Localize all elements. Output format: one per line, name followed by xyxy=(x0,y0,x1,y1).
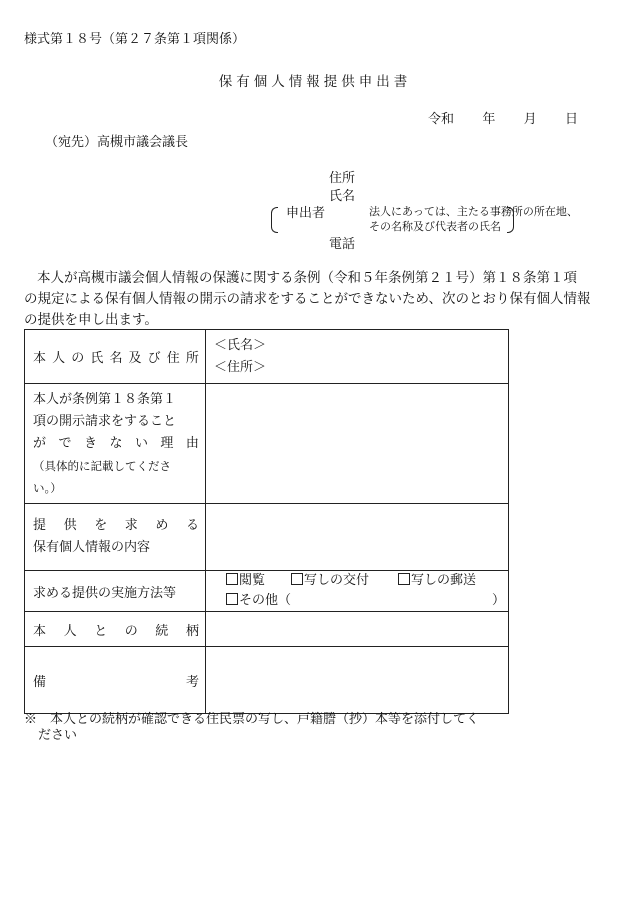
document-title: 保有個人情報提供申出書 xyxy=(218,74,412,90)
row-relationship xyxy=(25,612,509,647)
value-reason[interactable] xyxy=(206,384,509,504)
row-remarks xyxy=(25,647,509,714)
value-method xyxy=(206,571,509,612)
option-view[interactable]: 閲覧 xyxy=(226,571,291,591)
checkbox-other[interactable] xyxy=(226,593,238,605)
intro-line1: 本人が高槻市議会個人情報の保護に関する条例（令和５年条例第２１号）第１８条第１項 xyxy=(37,270,577,286)
bracket-right xyxy=(507,207,514,233)
row-info-content xyxy=(25,504,509,571)
row-method xyxy=(25,571,509,612)
address-label: 住所 xyxy=(329,171,356,186)
footnote-line2: ださい xyxy=(38,728,78,743)
footnote xyxy=(24,712,524,744)
value-relationship[interactable] xyxy=(206,612,509,647)
address-placeholder: ＜住所＞ xyxy=(214,359,267,375)
corporation-note xyxy=(369,204,578,234)
relationship-label-text: 本 人 と の 続 柄 xyxy=(33,623,199,639)
reason-note2: い。） xyxy=(33,480,62,495)
bracket-left xyxy=(271,207,278,233)
value-remarks[interactable] xyxy=(206,647,509,714)
option-copy-mail[interactable]: 写しの郵送 xyxy=(398,571,476,591)
reason-line1: 本人が条例第１８条第１ xyxy=(33,391,177,407)
row-reason xyxy=(25,384,509,504)
reason-line2: 項の開示請求をすること xyxy=(33,413,177,429)
addressee: （宛先）高槻市議会議長 xyxy=(45,135,189,150)
value-info-content[interactable] xyxy=(206,504,509,571)
checkbox-copy-delivery[interactable] xyxy=(291,573,303,585)
label-relationship xyxy=(25,612,206,647)
name-label: 氏名 xyxy=(329,189,356,204)
name-placeholder: ＜氏名＞ xyxy=(214,337,267,353)
label-name-address-text: 本 人 の 氏 名 及 び 住 所 xyxy=(33,351,199,366)
remarks-label-text: 備 考 xyxy=(33,674,199,690)
form-number: 様式第１８号（第２７条第１項関係） xyxy=(24,32,246,47)
intro-line3: の提供を申し出ます。 xyxy=(24,312,158,328)
method-options-row1 xyxy=(226,571,508,591)
date-day: 日 xyxy=(564,112,578,127)
checkbox-view[interactable] xyxy=(226,573,238,585)
request-table xyxy=(24,329,509,714)
label-info-content xyxy=(25,504,206,571)
value-name-address[interactable] xyxy=(206,330,509,384)
reason-line3: が で き な い 理 由 xyxy=(33,435,199,451)
date-year: 年 xyxy=(482,112,496,127)
option-other-close: ） xyxy=(492,593,506,608)
footnote-line1: ※ 本人との続柄が確認できる住民票の写し、戸籍謄（抄）本等を添付してく xyxy=(24,712,480,727)
option-other[interactable]: その他（ xyxy=(226,591,492,611)
label-method xyxy=(25,571,206,612)
info-content-line2: 保有個人情報の内容 xyxy=(33,540,151,555)
method-label-text: 求める提供の実施方法等 xyxy=(33,585,177,601)
label-name-address xyxy=(25,330,206,384)
phone-label: 電話 xyxy=(329,237,356,252)
row-name-address xyxy=(25,330,509,384)
option-copy-delivery[interactable]: 写しの交付 xyxy=(291,571,398,591)
applicant-label: 申出者 xyxy=(286,206,326,221)
intro-paragraph xyxy=(24,268,608,331)
label-reason xyxy=(25,384,206,504)
intro-line2: の規定による保有個人情報の開示の請求をすることができないため、次のとおり保有個人情報 xyxy=(24,291,591,307)
reason-note1: （具体的に記載してくださ xyxy=(33,458,171,473)
date-row xyxy=(428,108,578,127)
info-content-line1: 提 供 を 求 め る xyxy=(33,518,199,533)
label-remarks xyxy=(25,647,206,714)
date-era: 令和 xyxy=(428,112,455,127)
corporation-note-line1: 法人にあっては、主たる事務所の所在地、 xyxy=(369,205,578,218)
corporation-note-line2: その名称及び代表者の氏名 xyxy=(369,220,501,233)
checkbox-copy-mail[interactable] xyxy=(398,573,410,585)
method-options-row2 xyxy=(226,591,508,611)
date-month: 月 xyxy=(523,112,537,127)
